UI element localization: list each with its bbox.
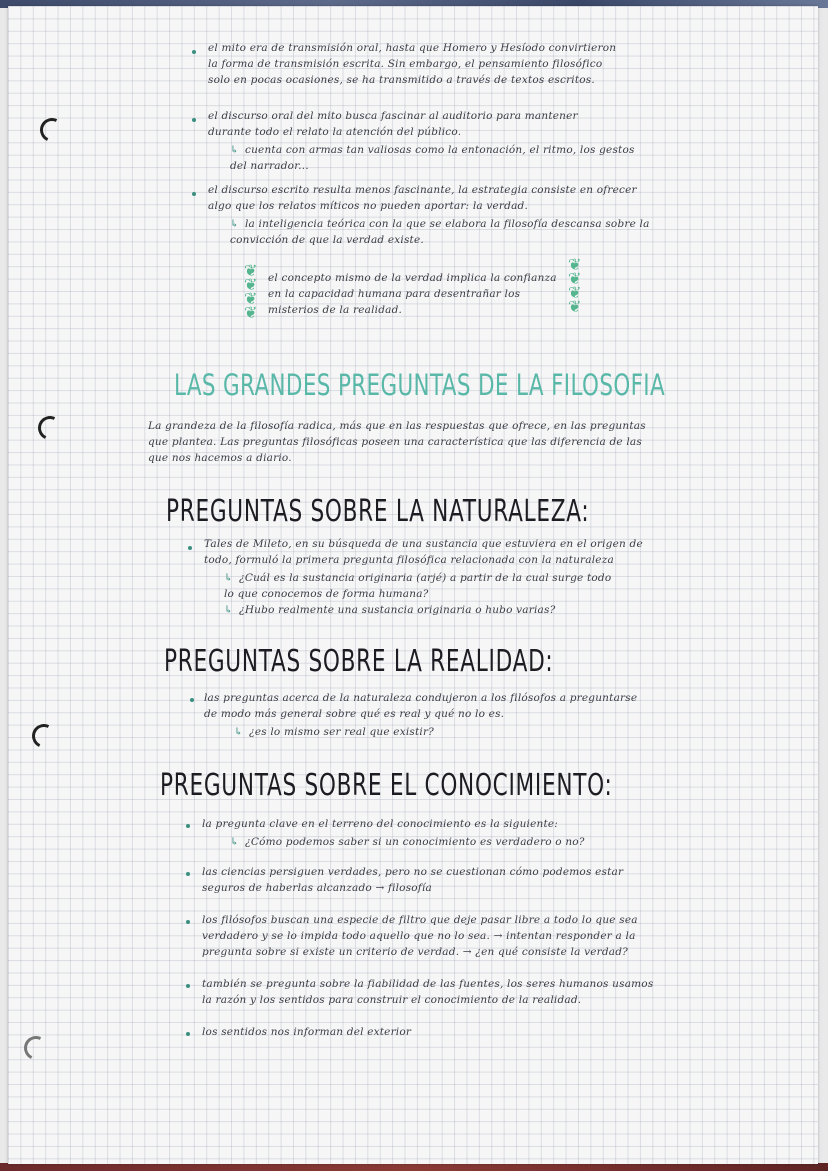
note-subpoint xyxy=(224,570,624,602)
note-subpoint xyxy=(234,724,634,740)
bullet xyxy=(192,50,196,54)
arrow-icon: ↳ xyxy=(230,836,239,848)
note-subpoint xyxy=(230,142,650,174)
callout-text: el concepto mismo de la verdad implica la confianza en la capacidad humana para desentrañar los misterios de la realidad. xyxy=(268,272,557,316)
binder-hole xyxy=(21,1033,52,1064)
note-subpoint xyxy=(224,602,624,618)
binder-hole xyxy=(35,413,66,444)
subpoint-text: ¿Cuál es la sustancia originaria (arjé) a partir de la cual surge todo lo que conocemos de forma humana? xyxy=(224,572,612,600)
page-title: LAS GRANDES PREGUNTAS DE LA FILOSOFIA xyxy=(174,368,666,402)
note-subpoint xyxy=(230,834,630,850)
bullet xyxy=(186,920,190,924)
section-heading: PREGUNTAS SOBRE EL CONOCIMIENTO: xyxy=(160,768,613,803)
arrow-icon: ↳ xyxy=(234,726,243,738)
bullet xyxy=(190,698,194,702)
arrow-icon: ↳ xyxy=(224,572,233,584)
bullet xyxy=(186,872,190,876)
section-item: los filósofos buscan una especie de filtro que deje pasar libre a todo lo que sea verdadero y se lo impida todo aquello que no lo sea. → intentan responder a la pregunta sobre si existe un criterio de verdad. → ¿en qué consiste la verdad? xyxy=(202,914,638,958)
section-heading: PREGUNTAS SOBRE LA REALIDAD: xyxy=(164,644,554,679)
section-heading: PREGUNTAS SOBRE LA NATURALEZA: xyxy=(166,494,590,529)
bullet xyxy=(192,118,196,122)
leaf-icon: ❦ ❦ ❦ ❦ xyxy=(244,261,258,322)
binder-hole xyxy=(37,115,68,146)
subpoint-text: ¿Cómo podemos saber si un conocimiento es verdadero o no? xyxy=(245,836,585,848)
section-item: la pregunta clave en el terreno del conocimiento es la siguiente: xyxy=(202,818,559,830)
note-subpoint xyxy=(230,216,650,248)
binder-hole xyxy=(29,721,60,752)
arrow-icon: ↳ xyxy=(224,604,233,616)
section-item: Tales de Mileto, en su búsqueda de una sustancia que estuviera en el origen de todo, formuló la primera pregunta filosófica relacionada con la naturaleza xyxy=(204,538,643,566)
subpoint-text: ¿es lo mismo ser real que existir? xyxy=(249,726,434,738)
note-paragraph: el discurso escrito resulta menos fascinante, la estrategia consiste en ofrecer algo que los relatos míticos no pueden aportar: la verdad. xyxy=(208,184,637,212)
leaf-icon: ❦ ❦ ❦ ❦ xyxy=(568,255,582,316)
arrow-icon: ↳ xyxy=(230,144,239,156)
bullet xyxy=(186,984,190,988)
notebook-bottom-edge xyxy=(0,1163,828,1171)
arrow-icon: ↳ xyxy=(230,218,239,230)
section-item: las ciencias persiguen verdades, pero no se cuestionan cómo podemos estar seguros de haberlas alcanzado → filosofía xyxy=(202,866,624,894)
note-paragraph: el discurso oral del mito busca fascinar al auditorio para mantener durante todo el relato la atención del público. xyxy=(208,110,578,138)
notebook-page xyxy=(8,6,818,1164)
bullet xyxy=(192,192,196,196)
bullet xyxy=(186,1032,190,1036)
bullet xyxy=(186,824,190,828)
intro-paragraph: La grandeza de la filosofía radica, más que en las respuestas que ofrece, en las preguntas que plantea. Las preguntas filosóficas poseen una característica que las diferencia de las que nos hacemos a diario. xyxy=(148,420,646,464)
note-paragraph: el mito era de transmisión oral, hasta que Homero y Hesíodo convirtieron la forma de transmisión escrita. Sin embargo, el pensamiento filosófico solo en pocas ocasiones, se ha transmitido a través de textos escritos. xyxy=(208,42,617,86)
section-item: las preguntas acerca de la naturaleza condujeron a los filósofos a preguntarse de modo más general sobre qué es real y qué no lo es. xyxy=(204,692,638,720)
section-item: los sentidos nos informan del exterior xyxy=(202,1026,412,1038)
section-item: también se pregunta sobre la fiabilidad de las fuentes, los seres humanos usamos la razón y los sentidos para construir el conocimiento de la realidad. xyxy=(202,978,654,1006)
bullet xyxy=(188,546,192,550)
subpoint-text: la inteligencia teórica con la que se elabora la filosofía descansa sobre la convicción de que la verdad existe. xyxy=(230,218,650,246)
subpoint-text: cuenta con armas tan valiosas como la entonación, el ritmo, los gestos del narrador... xyxy=(230,144,635,172)
subpoint-text: ¿Hubo realmente una sustancia originaria o hubo varias? xyxy=(239,604,556,616)
